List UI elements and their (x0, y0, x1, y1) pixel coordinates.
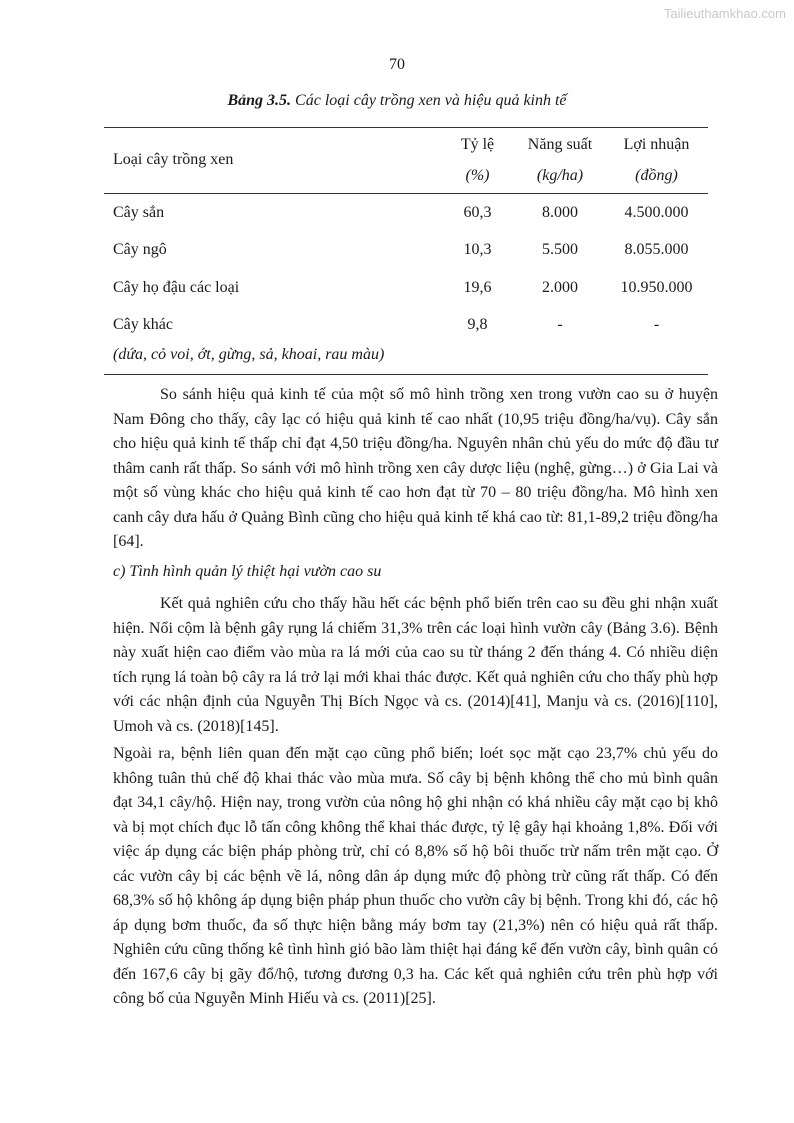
row-profit: 10.950.000 (620, 279, 693, 296)
row-ratio: 60,3 (463, 204, 492, 221)
table-top-rule (104, 127, 708, 128)
header-crop-type: Loại cây trồng xen (113, 151, 234, 168)
paragraph-tapping-panel: Ngoài ra, bệnh liên quan đến mặt cạo cũng phổ biến; loét sọc mặt cạo 23,7% chủ yếu do không tuân thủ chế độ khai thác vào mùa mưa. Số cây bị bệnh không thể cho mủ bình quân đạt 34,1 cây/hộ. Hiện nay, trong vườn của nông hộ ghi nhận có khá nhiều cây mặt cạo bị khô và bị mọt chích đục lỗ tấn công không thể khai thác được, tỷ lệ gây hại khoảng 1,8%. Đối với việc áp dụng các biện pháp phòng trừ, chỉ có 8,8% số hộ bôi thuốc trừ nấm trên mặt cạo. Ở các vườn cây bị các bệnh về lá, nông dân áp dụng mức độ phòng trừ cũng rất thấp. Có đến 68,3% số hộ không áp dụng biện pháp phun thuốc cho vườn cây bị bệnh. Trong khi đó, các hộ áp dụng bơm thuốc, đa số thực hiện bằng máy bơm tay (21,3%) nên có hiệu quả rất thấp. Nghiên cứu cũng thống kê tình hình gió bão làm thiệt hại đáng kể đến vườn cây, bình quân có đến 167,6 cây bị gãy đổ/hộ, tương đương 0,3 ha. Các kết quả nghiên cứu trên phù hợp với công bố của Nguyễn Minh Hiếu và cs. (2011)[25]. (113, 745, 718, 1007)
row-profit: - (653, 316, 660, 333)
row-profit: 8.055.000 (624, 241, 689, 258)
table-bottom-rule (104, 374, 708, 375)
watermark: Tailieuthamkhao.com (663, 6, 786, 21)
header-ratio-unit: (%) (465, 167, 490, 184)
row-name: Cây sắn (113, 204, 165, 221)
paragraph-economic-comparison: So sánh hiệu quả kinh tế của một số mô hình trồng xen trong vườn cao su ở huyện Nam Đông cho thấy, cây lạc có hiệu quả kinh tế cao nhất (10,95 triệu đồng/ha/vụ). Cây sắn cho hiệu quả kinh tế thấp chỉ đạt 4,50 triệu đồng/ha. Nguyên nhân chủ yếu do mức độ đầu tư thâm canh rất thấp. So sánh với mô hình trồng xen cây dược liệu (nghệ, gừng…) ở Gia Lai và một số vùng khác cho hiệu quả kinh tế cao hơn đạt từ 70 – 80 triệu đồng/ha. Mô hình xen canh cây dưa hấu ở Quảng Bình cũng cho hiệu quả kinh tế khá cao từ: 81,1-89,2 triệu đồng/ha [64]. (113, 386, 718, 550)
table-caption-label: Bảng 3.5. (227, 92, 292, 109)
row-ratio: 19,6 (463, 279, 492, 296)
header-profit: Lợi nhuận (623, 136, 690, 153)
table-note: (dứa, cỏ voi, ớt, gừng, sả, khoai, rau màu) (113, 346, 385, 363)
row-name: Cây họ đậu các loại (113, 279, 240, 296)
row-name: Cây khác (113, 316, 173, 333)
row-yield: 8.000 (542, 204, 578, 221)
table-caption (0, 92, 794, 110)
header-yield-unit: (kg/ha) (536, 167, 584, 184)
row-yield: 2.000 (542, 279, 578, 296)
header-ratio: Tỷ lệ (460, 136, 495, 153)
row-yield: - (557, 316, 563, 333)
table-header-rule (104, 193, 708, 194)
row-name: Cây ngô (113, 241, 167, 258)
paragraph-disease-results: Kết quả nghiên cứu cho thấy hầu hết các bệnh phổ biến trên cao su đều ghi nhận xuất hiện. Nổi cộm là bệnh gây rụng lá chiếm 31,3% trên các loại hình vườn cây (Bảng 3.6). Bệnh này xuất hiện cao điểm vào mùa ra lá mới của cao su từ tháng 2 đến tháng 4. Có nhiều diện tích rụng lá toàn bộ cây ra lá trở lại mới khai thác được. Kết quả nghiên cứu cho thấy phù hợp với các nhận định của Nguyễn Thị Bích Ngọc và cs. (2014)[41], Manju và cs. (2016)[110], Umoh và cs. (2018)[145]. (113, 595, 718, 735)
page-number: 70 (389, 56, 405, 73)
row-yield: 5.500 (542, 241, 578, 258)
header-yield: Năng suất (527, 136, 593, 153)
row-ratio: 9,8 (467, 316, 488, 333)
header-profit-unit: (đồng) (635, 167, 678, 184)
section-subheading: c) Tình hình quản lý thiệt hại vườn cao su (113, 563, 382, 580)
table-caption-text: Các loại cây trồng xen và hiệu quả kinh tế (295, 92, 567, 109)
row-ratio: 10,3 (463, 241, 492, 258)
row-profit: 4.500.000 (624, 204, 689, 221)
